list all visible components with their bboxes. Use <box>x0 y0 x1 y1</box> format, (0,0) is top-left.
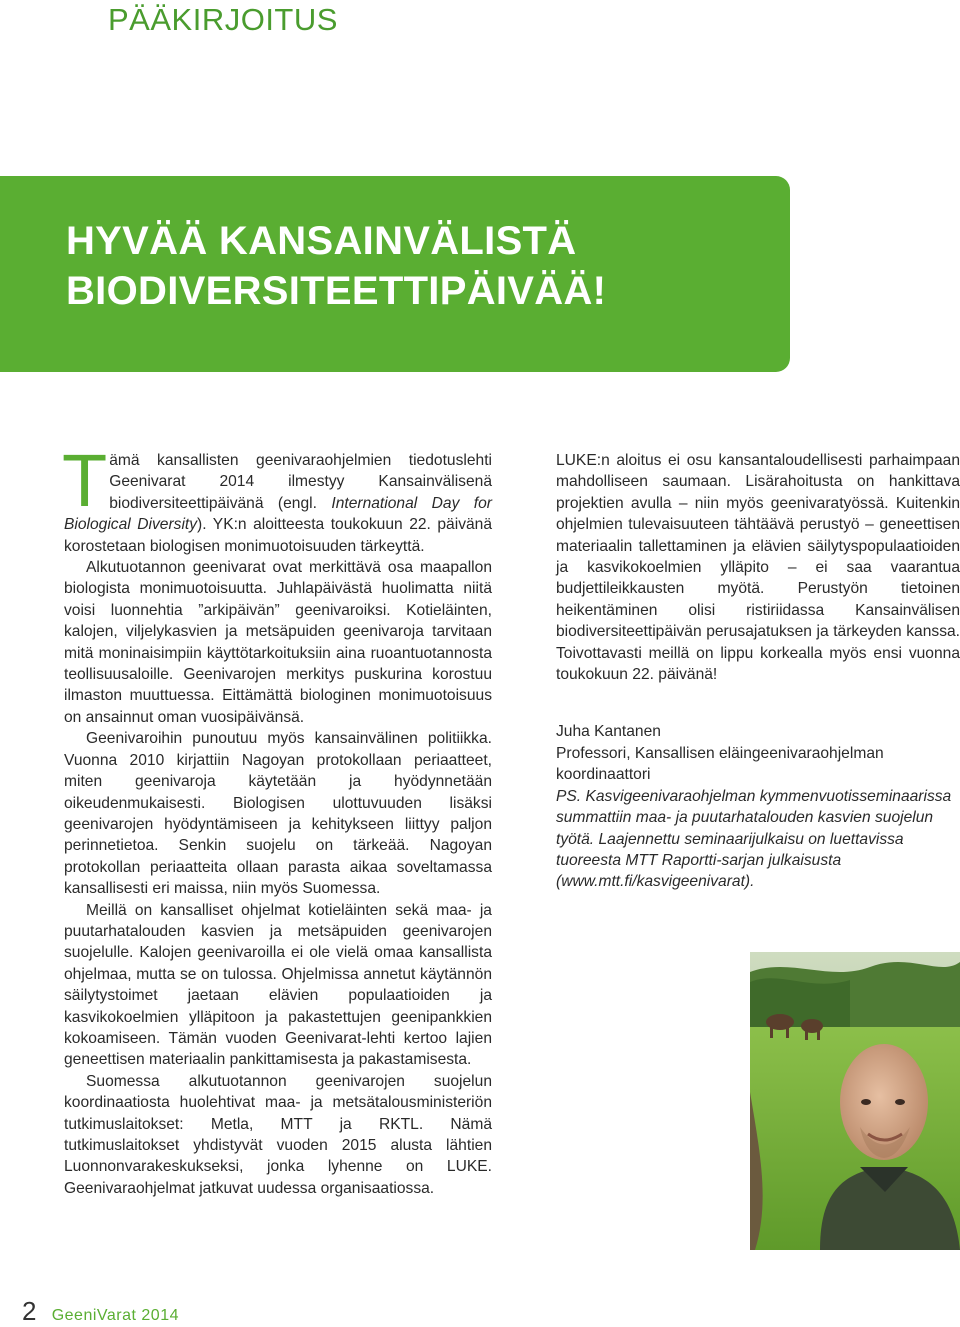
signature-name: Juha Kantanen <box>556 723 661 741</box>
article-paragraph-5: Suomessa alkutuotannon geenivarojen suojelun koordinaatiosta huolehtivat maa- ja metsätalousministeriön tutkimuslaitokset: Metla, MTT ja RKTL. Nämä tutkimuslaitokset yhdistyvät vuoden 2015 alusta lähtien Luonnonvarakeskukseksi, jonka lyhenne on LUKE. Geenivaraohjelmat jatkuvat uudessa organisaatiossa. <box>64 1072 492 1197</box>
article-column-left <box>62 439 493 1199</box>
headline-line-1: HYVÄÄ KANSAINVÄLISTÄ <box>66 219 577 263</box>
p1-text-italic: International Day for Biological Diversity <box>64 494 492 534</box>
page-number: 2 <box>22 1296 37 1326</box>
p1-text-b: ). YK:n aloitteesta toukokuun 22. päivänä korostetaan biologisen monimuotoisuuden tärkeyttä. <box>64 516 493 555</box>
author-photo <box>750 952 960 1250</box>
author-photo-image <box>750 952 960 1250</box>
article-paragraph-1 <box>62 439 493 557</box>
drop-cap: T <box>62 439 108 522</box>
article-column-right <box>556 450 960 893</box>
p1-text-a: ämä kansallisten geenivaraohjelmien tiedotuslehti Geenivarat 2014 ilmestyy Kansainvälisenä biodiversiteettipäivänä (engl. <box>109 452 492 512</box>
page-footer <box>22 1296 179 1327</box>
headline-line-2: BIODIVERSITEETTIPÄIVÄÄ! <box>66 269 607 313</box>
article-paragraph-2: Alkutuotannon geenivarat ovat merkittävä osa maapallon biologista monimuotoisuutta. Juhlapäivästä huolimatta niitä voisi luonnehtia ”arkipäivän” geenivaroiksi. Kotieläinten, kalojen, viljelykasvien ja metsäpuiden geenivaroja tarvitaan mitä moninaisimpiin käyttötarkoituksiin aina ruoantuotannosta teollisuusaloille. Geenivarojen merkitys puskurina korostuu ilmaston muuttuessa. Eittämättä biologinen monimuotoisuus on ansainnut oman vuosipäivänsä. <box>64 559 492 726</box>
article-paragraph-3: Geenivaroihin punoutuu myös kansainvälinen politiikka. Vuonna 2010 kirjattiin Nagoyan protokollaan periaatteet, miten geenivaroja käytetään ja hyödynnetään oikeudenmukaisesti. Biologisen ulottuvuuden lisäksi geenivarojen hyödyntämiseen ja kehitykseen liittyy paljon perinnetietoa. Senkin suojelu on tärkeää. Nagoyan protokollan periaatteita ollaan parasta aikaa soveltamassa kansallisesti eri maissa, niin myös Suomessa. <box>64 730 492 898</box>
article-paragraph-4: Meillä on kansalliset ohjelmat kotieläinten sekä maa- ja puutarhatalouden kasvien ja metsäpuiden geenivarojen suojelulle. Kalojen geenivaroilla ei ole vielä omaa kansallista ohjelmaa, mutta se on tulossa. Ohjelmissa annetut käytännön säilytystoimet jaetaan elävien populaatioiden ja kasvikokoelmien ylläpitoon ja pakastettujen geenipankkien kokoamiseen. Tämän vuoden Geenivarat-lehti kertoo lajien geneettisen materiaalin pankittamisesta ja pakastamisesta. <box>64 901 492 1069</box>
postscript: PS. Kasvigeenivaraohjelman kymmenvuotisseminaarissa summattiin maa- ja puutarhatalouden kasvien suojelun työtä. Laajennettu seminaarijulkaisu on luettavissa tuoreesta MTT Raportti-sarjan julkaisusta (www.mtt.fi/kasvigeenivarat). <box>556 787 952 891</box>
headline-banner <box>0 176 790 372</box>
signature-title-2: koordinaattori <box>556 766 651 784</box>
article-paragraph-6: LUKE:n aloitus ei osu kansantaloudellisesti parhaimpaan mahdolliseen saumaan. Lisärahoitusta on hankittava projektien avulla – niin myös geenivaratyössä. Kuitenkin ohjelmien tulevaisuuteen tähtäävä perustyö – geneettisen materiaalin tallettaminen ja elävien säilytyspopulaatioiden ja kasvikokoelmien ylläpito – ei saa vaarantua budjettileikkausten myötä. Perustyön tietoinen heikentäminen olisi ristiriidassa Kansainvälisen biodiversiteettipäivän perusajatuksen ja tärkeyden kanssa. Toivottavasti meillä on lippu korkealla myös ensi vuonna toukokuun 22. päivänä! <box>556 452 960 684</box>
headline <box>66 216 606 316</box>
publication-name: GeeniVarat 2014 <box>51 1307 179 1324</box>
section-label: PÄÄKIRJOITUS <box>108 2 338 37</box>
signature <box>556 721 960 785</box>
signature-title-1: Professori, Kansallisen eläingeenivaraohjelman <box>556 744 884 762</box>
